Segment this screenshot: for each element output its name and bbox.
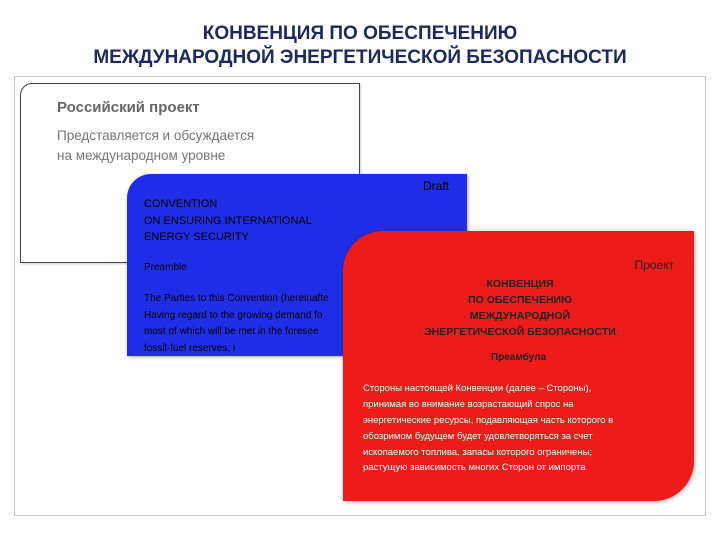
russian-body-line-5: ископаемого топлива, запасы которого ограничены; [363, 447, 593, 458]
russian-draft-title-line-2: ПО ОБЕСПЕЧЕНИЮ [468, 294, 572, 306]
draft-label: Draft [422, 179, 449, 193]
russian-body-line-4: обозримом будущем будет удовлетворяться за счет [363, 431, 593, 442]
english-draft-title-line-3: ENERGY SECURITY [144, 231, 249, 243]
english-draft-body [144, 291, 329, 356]
russian-project-title: Российский проект [57, 99, 200, 116]
english-body-line-3: most of which will be met in the foresee [144, 326, 319, 337]
russian-draft-title [395, 276, 645, 340]
english-draft-title [144, 196, 312, 246]
english-body-line-4: fossil-fuel reserves; i [144, 342, 236, 354]
russian-preamble-heading: Преамбула [490, 352, 547, 363]
english-preamble-heading: Preamble [144, 262, 187, 273]
english-draft-title-line-2: ON ENSURING INTERNATIONAL [144, 214, 312, 227]
english-body-line-2: Having regard to the growing demand fo [144, 309, 323, 321]
russian-draft-title-line-4: ЭНЕРГЕТИЧЕСКОЙ БЕЗОПАСНОСТИ [424, 326, 616, 338]
russian-draft-title-line-1: КОНВЕНЦИЯ [486, 278, 554, 290]
russian-draft-body [363, 381, 613, 461]
russian-body-line-6: растущую зависимость многих Сторон от импорта [363, 462, 586, 473]
russian-project-subtitle-line-2: на международном уровне [57, 148, 226, 163]
proekt-label: Проект [634, 258, 674, 272]
english-body-line-1: The Parties to this Convention (hereinafte [144, 293, 329, 304]
english-draft-title-line-1: CONVENTION [144, 198, 218, 210]
russian-draft-card [343, 231, 694, 501]
slide-title [0, 22, 720, 70]
russian-project-subtitle-line-1: Представляется и обсуждается [57, 128, 255, 143]
slide-title-line-1: КОНВЕНЦИЯ ПО ОБЕСПЕЧЕНИЮ [202, 23, 518, 44]
slide-title-line-2: МЕЖДУНАРОДНОЙ ЭНЕРГЕТИЧЕСКОЙ БЕЗОПАСНОСТИ [93, 47, 627, 68]
russian-draft-title-line-3: МЕЖДУНАРОДНОЙ [469, 310, 571, 322]
russian-body-line-2: принимая во внимание возрастающий спрос на [363, 399, 574, 410]
russian-project-subtitle [57, 126, 254, 166]
russian-body-line-1: Стороны настоящей Конвенции (далее – Стороны), [363, 383, 592, 394]
russian-body-line-3: энергетические ресурсы, подавляющая часть которого в [363, 415, 614, 426]
